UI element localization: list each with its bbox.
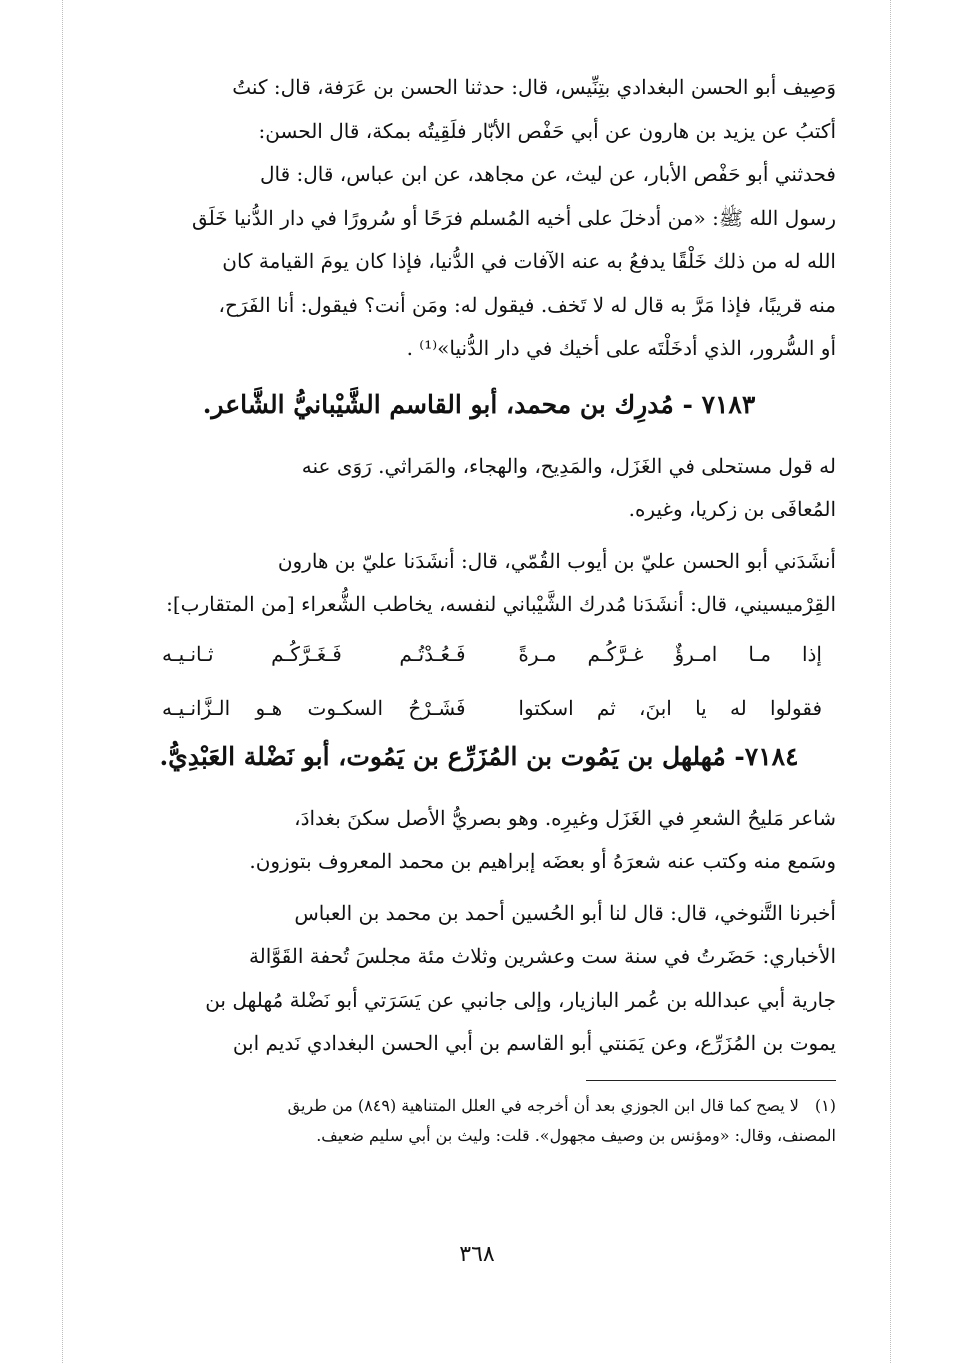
entry-7183-paragraph-2: [122, 540, 836, 627]
entry-7184-paragraph-2: [122, 892, 836, 1066]
text-line: له قول مستحلى في الغَزَل، والمَدِيح، والهجاء، والمَراثي. رَوَى عنه: [301, 453, 836, 478]
footnote-line: المصنف، وقال: «ومؤنس بن وصيف مجهول». قلت: وليث بن أبي سليم ضعيف.: [316, 1125, 836, 1145]
text-line: جارية أبي عبدالله بن عُمر البازيار، وإلى جانبي عن يَسَرَتي أبو نَضْلة مُهلهل بن: [205, 987, 836, 1012]
page-content: [122, 66, 836, 1151]
text-line: المُعافَى بن زكريا، وغيره.: [628, 497, 836, 521]
page-number: ٣٦٨: [459, 1242, 495, 1267]
text-line: الأخباري: حَضَرتُ في سنة ست وعشرين وثلاث مئة مجلسَ تُحفة القَوَّالة: [248, 944, 836, 968]
entry-heading-7184: ٧١٨٤- مُهلهل بن يَمُوت بن المُزَرِّع بن يَمُوت، أبو نَضْلة العَبْدِيُّ.: [159, 741, 799, 771]
poem-verse: [122, 627, 836, 681]
text-line: الله له من ذلك خَلْقًا يدفعُ به عنه الآفات في الدُّنيا، فإذا كان يومَ القيامة كان: [222, 249, 836, 273]
text-line: شاعر مَليحُ الشعرِ في الغَزَل وغيرِه. وهو بصريُّ الأصل سكنَ بغدادَ،: [294, 805, 836, 830]
text-line: القِرْميسيني، قال: أنشَدَنا مُدرك الشَّيْباني لنفسه، يخاطب الشُّعراء [من المتقارب]:: [166, 592, 836, 616]
text-line: وسَمع منه وكتب عنه شعرَهُ أو بعضَه إبراهيم بن محمد المعروف بتوزون.: [249, 849, 836, 873]
poem-verse: [122, 681, 836, 735]
footnote-divider: [586, 1080, 836, 1081]
footnote: [122, 1091, 836, 1151]
intro-paragraph: [122, 66, 836, 371]
footnote-number: (١): [814, 1095, 836, 1115]
scan-edge-right: [890, 0, 891, 1363]
text-line: منه قريبًا، فإذا مَرَّ به قال له لا تَخف. فيقول له: ومَن أنت؟ فيقول: أنا الفَرَح،: [218, 292, 836, 317]
text-line: أخبرنا التَّنوخي، قال: قال لنا أبو الحُسين أحمد بن محمد بن العباس: [294, 900, 836, 925]
poem-second-hemistich: فَشَـرْحُ السكـوت هـو الـزَّانـيـه: [162, 695, 466, 720]
text-line: أو السُّرور، الذي أدخَلْتَه على أخيك في دار الدُّنيا»⁽¹⁾ .: [406, 336, 836, 360]
text-line: يموت بن المُزَرِّع، وعن يَمَنتي أبو القاسم بن أبي الحسن البغدادي نَديم ابن: [232, 1031, 836, 1055]
text-line: وَصِيف أبو الحسن البغدادي بتِنِّيس، قال: حدثنا الحسن بن عَرَفة، قال: كنتُ: [232, 75, 836, 99]
footnote-text: لا يصح كما قال ابن الجوزي بعد أن أخرجه في العلل المتناهية (٨٤٩) من طريق: [287, 1095, 799, 1115]
footnote-line: [122, 1091, 836, 1121]
poem-first-hemistich: فقولوا له يا ابنَ، ثم اسكتوا: [518, 695, 822, 720]
entry-heading-7183: ٧١٨٣ - مُدرِك بن محمد، أبو القاسم الشَّيْبانيُّ الشَّاعر.: [202, 389, 756, 419]
poem-second-hemistich: فَـعُـدْتُـم فَـغَـرَّكُـم ثـانـيـه: [162, 641, 466, 666]
entry-7183-paragraph-1: [122, 445, 836, 532]
scan-edge-left: [62, 0, 63, 1363]
text-line: أكتبُ عن يزيد بن هارون عن أبي حَفْص الأبّار فلَقِيتُه بمكة، قال الحسن:: [258, 118, 836, 143]
text-line: فحدثني أبو حَفْص الأبار، عن ليث، عن مجاهد، عن ابن عباس، قال: قال: [259, 162, 836, 186]
text-line: رسول الله ﷺ: «من أدخلَ على أخيه المُسلم فرَحًا أو سُرورًا في دار الدُّنيا خَلَق: [191, 205, 836, 230]
poem-first-hemistich: إذا مـا امـرؤٌ غـرَّكُـم مـرةً: [518, 641, 822, 666]
text-line: أنشَدَني أبو الحسن عليّ بن أيوب القُمّي، قال: أنشَدَنا عليّ بن هارون: [277, 548, 836, 573]
entry-7184-paragraph-1: [122, 797, 836, 884]
poem: [122, 627, 836, 735]
